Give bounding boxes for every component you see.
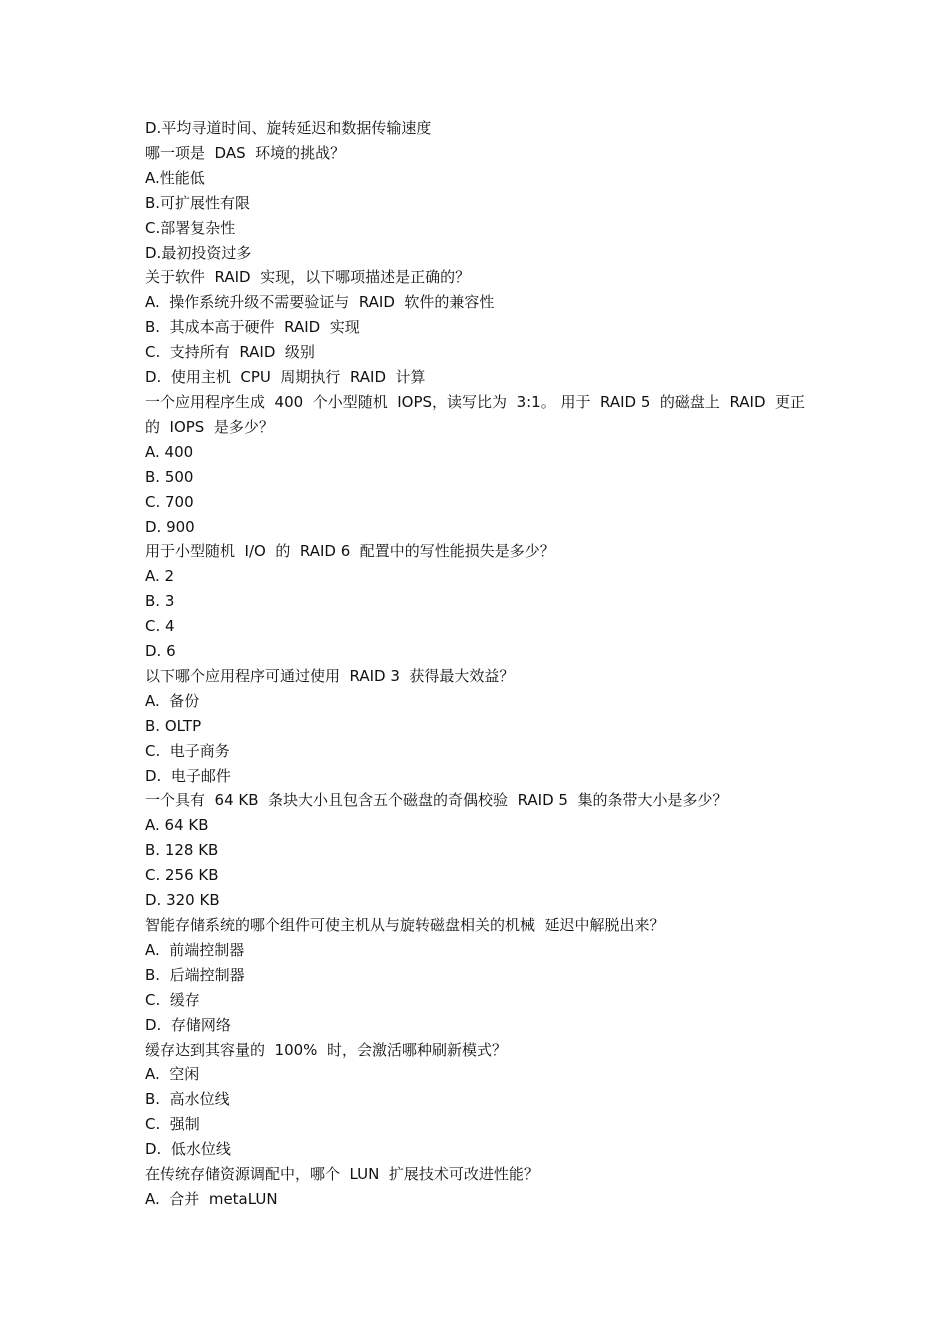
question-text: 哪一项是 DAS 环境的挑战？ [145, 143, 346, 162]
answer-option: A. 前端控制器 [145, 940, 245, 959]
question-list [145, 116, 813, 1212]
question-text: 一个应用程序生成 400 个小型随机 IOPS，读写比为 3:1。 用于 RAID 5 的磁盘上 RAID 更正的 IOPS 是多少？ [145, 392, 806, 436]
answer-option: A. 64 KB [145, 816, 209, 835]
answer-option: C.部署复杂性 [145, 218, 236, 237]
answer-option: D. 6 [145, 642, 176, 661]
answer-option: D. 320 KB [145, 891, 220, 910]
answer-option: B. 高水位线 [145, 1090, 230, 1109]
question-text: 以下哪个应用程序可通过使用 RAID 3 获得最大效益？ [145, 666, 515, 685]
answer-option: D.最初投资过多 [145, 243, 252, 262]
answer-option: C. 电子商务 [145, 741, 230, 760]
question-text: 缓存达到其容量的 100% 时，会激活哪种刷新模式？ [145, 1040, 507, 1059]
answer-option: C. 4 [145, 617, 175, 636]
answer-option: D. 低水位线 [145, 1140, 231, 1159]
answer-option: B. 后端控制器 [145, 965, 245, 984]
answer-option: D. 使用主机 CPU 周期执行 RAID 计算 [145, 368, 426, 387]
question-text: 在传统存储资源调配中，哪个 LUN 扩展技术可改进性能？ [145, 1165, 539, 1184]
answer-option: C. 256 KB [145, 866, 219, 885]
answer-option: B. 128 KB [145, 841, 219, 860]
answer-option: C. 支持所有 RAID 级别 [145, 343, 315, 362]
question-text: 智能存储系统的哪个组件可使主机从与旋转磁盘相关的机械 延迟中解脱出来？ [145, 916, 665, 934]
answer-option: A.性能低 [145, 168, 205, 187]
answer-option: D. 900 [145, 517, 195, 536]
answer-option: D. 电子邮件 [145, 766, 231, 785]
answer-option: A. 备份 [145, 691, 200, 710]
answer-option: B.可扩展性有限 [145, 193, 251, 212]
answer-option: C. 700 [145, 492, 194, 511]
question-text: 用于小型随机 I/O 的 RAID 6 配置中的写性能损失是多少？ [145, 542, 555, 561]
answer-option: A. 2 [145, 567, 175, 586]
answer-option: B. OLTP [145, 716, 202, 735]
answer-option: C. 强制 [145, 1115, 200, 1134]
text-line: D.平均寻道时间、旋转延迟和数据传输速度 [145, 119, 432, 137]
answer-option: B. 3 [145, 592, 175, 611]
answer-option: A. 400 [145, 442, 194, 461]
answer-option: A. 操作系统升级不需要验证与 RAID 软件的兼容性 [145, 293, 495, 312]
answer-option: A. 合并 metaLUN [145, 1189, 278, 1208]
question-text: 关于软件 RAID 实现，以下哪项描述是正确的？ [145, 268, 471, 287]
answer-option: B. 500 [145, 467, 194, 486]
question-text: 一个具有 64 KB 条块大小且包含五个磁盘的奇偶校验 RAID 5 集的条带大小是多少？ [145, 791, 728, 810]
answer-option: B. 其成本高于硬件 RAID 实现 [145, 318, 360, 337]
answer-option: A. 空闲 [145, 1065, 200, 1084]
answer-option: C. 缓存 [145, 990, 200, 1009]
answer-option: D. 存储网络 [145, 1015, 231, 1034]
